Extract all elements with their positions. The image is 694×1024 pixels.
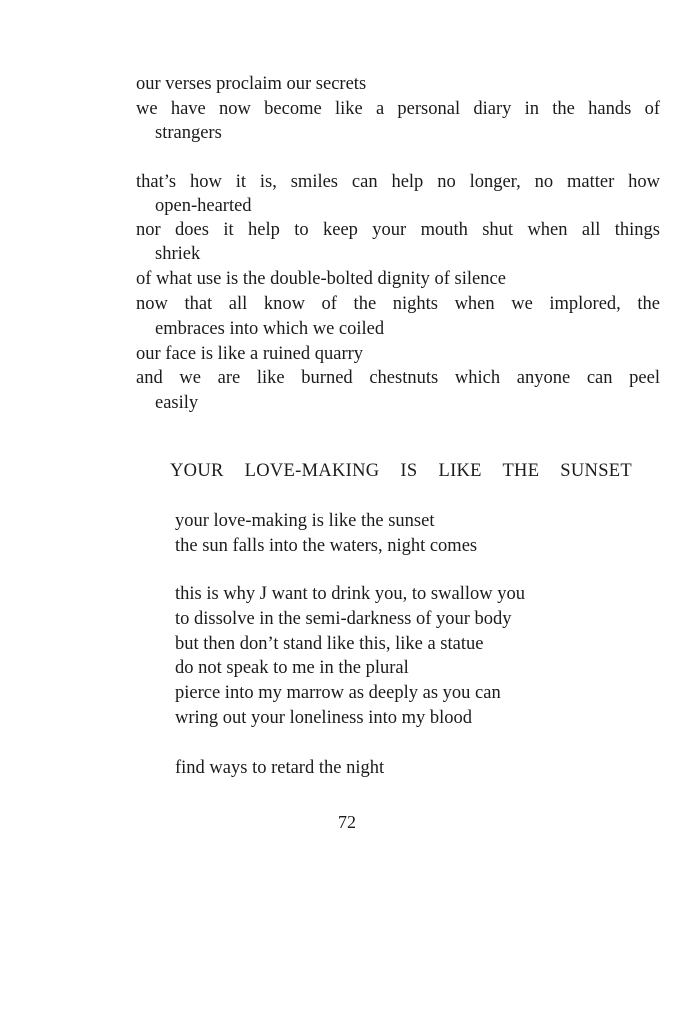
verse-line-continuation: easily <box>155 393 199 413</box>
verse-line: this is why J want to drink you, to swallow you <box>175 584 525 604</box>
verse-line: but then don’t stand like this, like a statue <box>175 634 484 654</box>
verse-line: do not speak to me in the plural <box>175 658 409 678</box>
verse-line-continuation: open-hearted <box>155 196 252 216</box>
verse-line: we have now become like a personal diary in the hands of <box>136 99 660 119</box>
verse-line: our verses proclaim our secrets <box>136 74 367 94</box>
verse-line: and we are like burned chestnuts which anyone can peel <box>136 368 660 388</box>
poem-title: YOUR LOVE-MAKING IS LIKE THE SUNSET <box>170 461 632 481</box>
verse-line: nor does it help to keep your mouth shut when all things <box>136 220 660 240</box>
verse-line: to dissolve in the semi-darkness of your body <box>175 609 512 629</box>
verse-line: our face is like a ruined quarry <box>136 344 364 364</box>
verse-line: that’s how it is, smiles can help no longer, no matter how <box>136 172 660 192</box>
verse-line: wring out your loneliness into my blood <box>175 708 473 728</box>
verse-line-continuation: embraces into which we coiled <box>155 319 385 339</box>
verse-line: find ways to retard the night <box>175 758 385 778</box>
verse-line: your love-making is like the sunset <box>175 511 435 531</box>
verse-line-continuation: shriek <box>155 244 201 264</box>
verse-line: now that all know of the nights when we implored, the <box>136 294 660 314</box>
verse-line: pierce into my marrow as deeply as you can <box>175 683 501 703</box>
verse-line: of what use is the double-bolted dignity of silence <box>136 269 506 289</box>
page-number: 72 <box>338 812 356 832</box>
verse-line: the sun falls into the waters, night comes <box>175 536 478 556</box>
verse-line-continuation: strangers <box>155 123 222 143</box>
